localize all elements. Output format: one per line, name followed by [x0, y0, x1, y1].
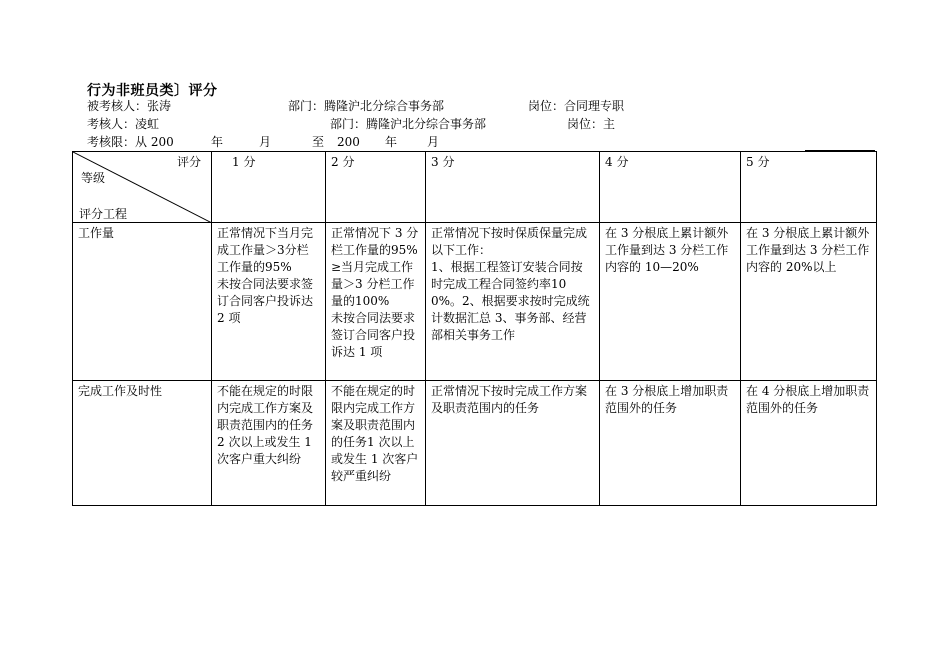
corner-item-label: 评分工程: [79, 207, 128, 221]
corner-score-label: 评分: [176, 155, 201, 169]
table-cell: 正常情况下按时完成工作方案及职责范围内的任务: [426, 381, 600, 506]
table-cell: 正常情况下当月完成工作量＞3分栏工作量的95% 未按合同法要求签订合同客户投诉达 2 项: [212, 223, 326, 381]
department-field: 部门：腾隆沪北分综合事务部: [288, 99, 445, 113]
period-year-2: 年: [385, 135, 398, 149]
period-month-1: 月: [259, 135, 272, 149]
period-month-2: 月: [427, 135, 440, 149]
assessee-field: 被考核人：张涛: [87, 99, 172, 113]
corner-cell: [73, 152, 212, 223]
row-item-timeliness: 完成工作及时性: [73, 381, 212, 506]
period-year-1: 年: [211, 135, 224, 149]
header-score-3: 3 分: [426, 152, 600, 223]
header-score-2: 2 分: [326, 152, 426, 223]
table-cell: 正常情况下 3 分栏工作量的95%≥当月完成工作量＞3 分栏工作量的100% 未按合同法要求签订合同客户投诉达 1 项: [326, 223, 426, 381]
table-cell: 正常情况下按时保质保量完成以下工作： 1、根据工程签订安装合同按时完成工程合同签约率100%。2、根据要求按时完成统计数据汇总 3、事务部、经营部相关事务工作: [426, 223, 600, 381]
post-field: 岗位：合同理专职: [528, 99, 625, 113]
period-to: 至: [312, 135, 325, 149]
row-item-workload: 工作量: [73, 223, 212, 381]
header-score-5: 5 分: [741, 152, 877, 223]
header-score-1: 1 分: [212, 152, 326, 223]
table-cell: 在 3 分根底上增加职责范围外的任务: [600, 381, 741, 506]
table-cell: 在 3 分根底上累计额外工作量到达 3 分栏工作内容的 20%以上: [741, 223, 877, 381]
department-field-2: 部门：腾隆沪北分综合事务部: [330, 117, 487, 131]
period-year-prefix: 200: [337, 135, 360, 149]
table-row: [73, 381, 877, 506]
table-cell: 不能在规定的时限内完成工作方案及职责范围内的任务 2 次以上或发生 1 次客户重大纠纷: [212, 381, 326, 506]
table-cell: 不能在规定的时限内完成工作方案及职责范围内的任务1 次以上或发生 1 次客户较严重纠纷: [326, 381, 426, 506]
table-cell: 在 3 分根底上累计额外工作量到达 3 分栏工作内容的 10—20%: [600, 223, 741, 381]
corner-grade-label: 等级: [81, 171, 106, 185]
evaluation-table: [72, 151, 877, 506]
table-cell: 在 4 分根底上增加职责范围外的任务: [741, 381, 877, 506]
assessor-field: 考核人：凌虹: [87, 117, 160, 131]
period-label: 考核限：从 200: [87, 135, 174, 149]
document-title: 行为非班员类〕评分: [87, 83, 218, 99]
post-field-2: 岗位：主: [567, 117, 616, 131]
header-row: [73, 152, 877, 223]
header-score-4: 4 分: [600, 152, 741, 223]
table-row: [73, 223, 877, 381]
